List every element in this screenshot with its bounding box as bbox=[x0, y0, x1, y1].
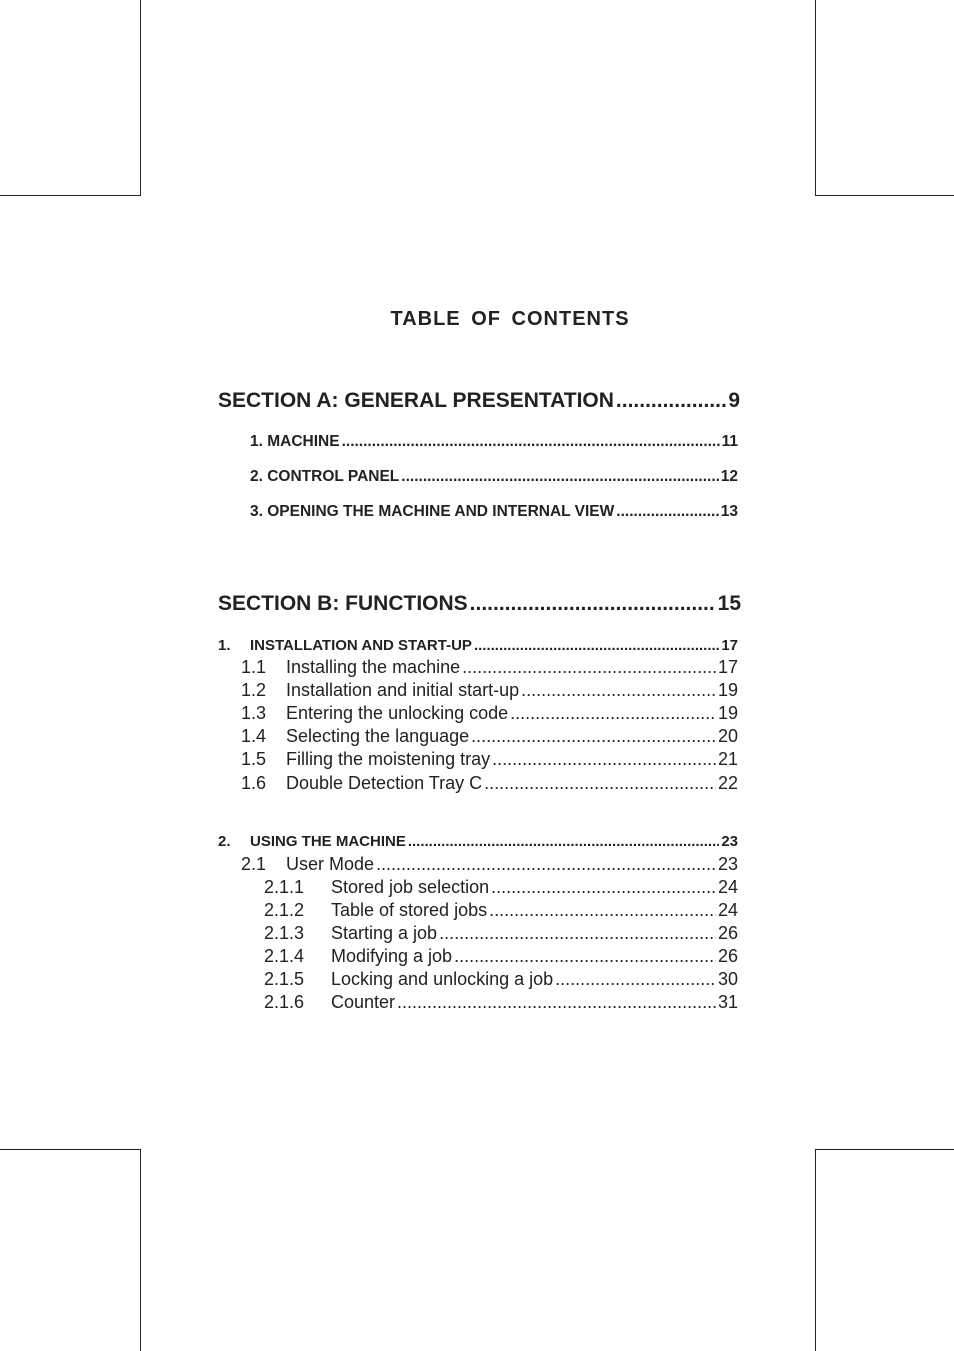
toc-entry-label: Locking and unlocking a job bbox=[331, 969, 554, 989]
toc-entry-label: Entering the unlocking code bbox=[286, 703, 509, 723]
toc-page-number: 30 bbox=[717, 969, 738, 989]
toc-entry-label: Installation and initial start-up bbox=[286, 680, 520, 700]
crop-mark bbox=[0, 195, 141, 196]
toc-page-number: 23 bbox=[717, 854, 738, 874]
toc-entry-label: Counter bbox=[331, 992, 396, 1012]
toc-leader bbox=[616, 388, 726, 414]
toc-subentry bbox=[264, 899, 738, 921]
toc-page-number: 11 bbox=[721, 433, 738, 450]
toc-section-a bbox=[218, 388, 740, 414]
toc-page-number: 24 bbox=[717, 877, 738, 897]
toc-entry-label: Double Detection Tray C bbox=[286, 773, 483, 793]
toc-page-number: 21 bbox=[717, 749, 738, 769]
toc-page-number: 9 bbox=[728, 389, 740, 412]
toc-entry-label: USING THE MACHINE bbox=[250, 833, 406, 850]
toc-entry-number: 2.1.2 bbox=[264, 900, 305, 920]
crop-mark bbox=[140, 1149, 141, 1351]
crop-mark bbox=[815, 195, 954, 196]
toc-entry-label: SECTION B: FUNCTIONS bbox=[218, 592, 468, 615]
toc-chapter bbox=[218, 636, 738, 656]
toc-subentry bbox=[264, 922, 738, 944]
crop-mark bbox=[815, 1149, 816, 1351]
toc-leader bbox=[491, 876, 716, 898]
toc-page-number: 24 bbox=[717, 900, 738, 920]
toc-leader bbox=[471, 725, 716, 747]
toc-leader bbox=[555, 968, 716, 990]
toc-leader bbox=[401, 467, 718, 487]
toc-page-number: 19 bbox=[717, 680, 738, 700]
toc-entry-number: 2.1.5 bbox=[264, 969, 305, 989]
toc-entry-label: Selecting the language bbox=[286, 726, 470, 746]
toc-subentry bbox=[264, 991, 738, 1013]
toc-page-number: 19 bbox=[717, 703, 738, 723]
toc-entry bbox=[241, 656, 738, 678]
toc-entry bbox=[250, 502, 738, 522]
toc-page-number: 17 bbox=[721, 637, 738, 654]
page-title: TABLE OF CONTENTS bbox=[390, 308, 630, 330]
toc-leader bbox=[470, 591, 716, 617]
toc-entry bbox=[241, 748, 738, 770]
toc-entry-number: 1.5 bbox=[241, 749, 267, 769]
toc-entry-number: 2.1.6 bbox=[264, 992, 305, 1012]
toc-leader bbox=[616, 502, 718, 522]
toc-page-number: 20 bbox=[717, 726, 738, 746]
toc-entry-label: Stored job selection bbox=[331, 877, 490, 897]
toc-leader bbox=[376, 853, 716, 875]
crop-mark bbox=[815, 1149, 954, 1150]
toc-leader bbox=[342, 432, 720, 452]
toc-page-number: 26 bbox=[717, 946, 738, 966]
toc-entry-number: 2.1.3 bbox=[264, 923, 305, 943]
toc-entry-label: 2. CONTROL PANEL bbox=[250, 468, 400, 485]
toc-entry-label: Table of stored jobs bbox=[331, 900, 488, 920]
toc-leader bbox=[462, 656, 716, 678]
toc-page-number: 31 bbox=[717, 992, 738, 1012]
toc-page-number: 15 bbox=[717, 592, 741, 615]
toc-leader bbox=[474, 636, 719, 656]
toc-entry-number: 2. bbox=[218, 833, 231, 850]
toc-page-number: 26 bbox=[717, 923, 738, 943]
toc-entry-number: 1.3 bbox=[241, 703, 267, 723]
toc-entry bbox=[241, 772, 738, 794]
toc-leader bbox=[521, 679, 716, 701]
toc-entry-number: 2.1 bbox=[241, 854, 267, 874]
toc-entry bbox=[241, 702, 738, 724]
toc-page-number: 12 bbox=[720, 468, 738, 485]
toc-entry bbox=[241, 853, 738, 875]
toc-leader bbox=[454, 945, 716, 967]
toc-entry bbox=[250, 432, 738, 452]
toc-chapter bbox=[218, 832, 738, 852]
toc-entry-number: 1.4 bbox=[241, 726, 267, 746]
toc-entry-number: 1.2 bbox=[241, 680, 267, 700]
toc-page-number: 13 bbox=[720, 503, 738, 520]
toc-leader bbox=[510, 702, 716, 724]
toc-subentry bbox=[264, 876, 738, 898]
toc-entry-number: 2.1.1 bbox=[264, 877, 305, 897]
toc-subentry bbox=[264, 968, 738, 990]
toc-page-number: 23 bbox=[721, 833, 738, 850]
toc-leader bbox=[397, 991, 716, 1013]
toc-leader bbox=[408, 832, 719, 852]
toc-section-b bbox=[218, 591, 741, 617]
toc-entry-label: Installing the machine bbox=[286, 657, 461, 677]
toc-entry bbox=[241, 679, 738, 701]
toc-entry-number: 1. bbox=[218, 637, 231, 654]
toc-page-number: 17 bbox=[717, 657, 738, 677]
crop-mark bbox=[0, 1149, 141, 1150]
toc-entry-label: User Mode bbox=[286, 854, 375, 874]
toc-entry bbox=[241, 725, 738, 747]
crop-mark bbox=[140, 0, 141, 196]
toc-leader bbox=[484, 772, 716, 794]
toc-leader bbox=[492, 748, 716, 770]
toc-entry-label: SECTION A: GENERAL PRESENTATION bbox=[218, 389, 614, 412]
toc-page-number: 22 bbox=[717, 773, 738, 793]
toc-entry bbox=[250, 467, 738, 487]
crop-mark bbox=[815, 0, 816, 196]
toc-leader bbox=[489, 899, 716, 921]
toc-entry-number: 1.6 bbox=[241, 773, 267, 793]
toc-entry-number: 2.1.4 bbox=[264, 946, 305, 966]
toc-entry-label: Starting a job bbox=[331, 923, 438, 943]
toc-entry-label: 3. OPENING THE MACHINE AND INTERNAL VIEW bbox=[250, 503, 615, 520]
toc-leader bbox=[439, 922, 716, 944]
toc-entry-label: 1. MACHINE bbox=[250, 433, 340, 450]
toc-entry-label: Modifying a job bbox=[331, 946, 453, 966]
toc-entry-label: Filling the moistening tray bbox=[286, 749, 491, 769]
toc-subentry bbox=[264, 945, 738, 967]
toc-entry-label: INSTALLATION AND START-UP bbox=[250, 637, 472, 654]
toc-entry-number: 1.1 bbox=[241, 657, 267, 677]
